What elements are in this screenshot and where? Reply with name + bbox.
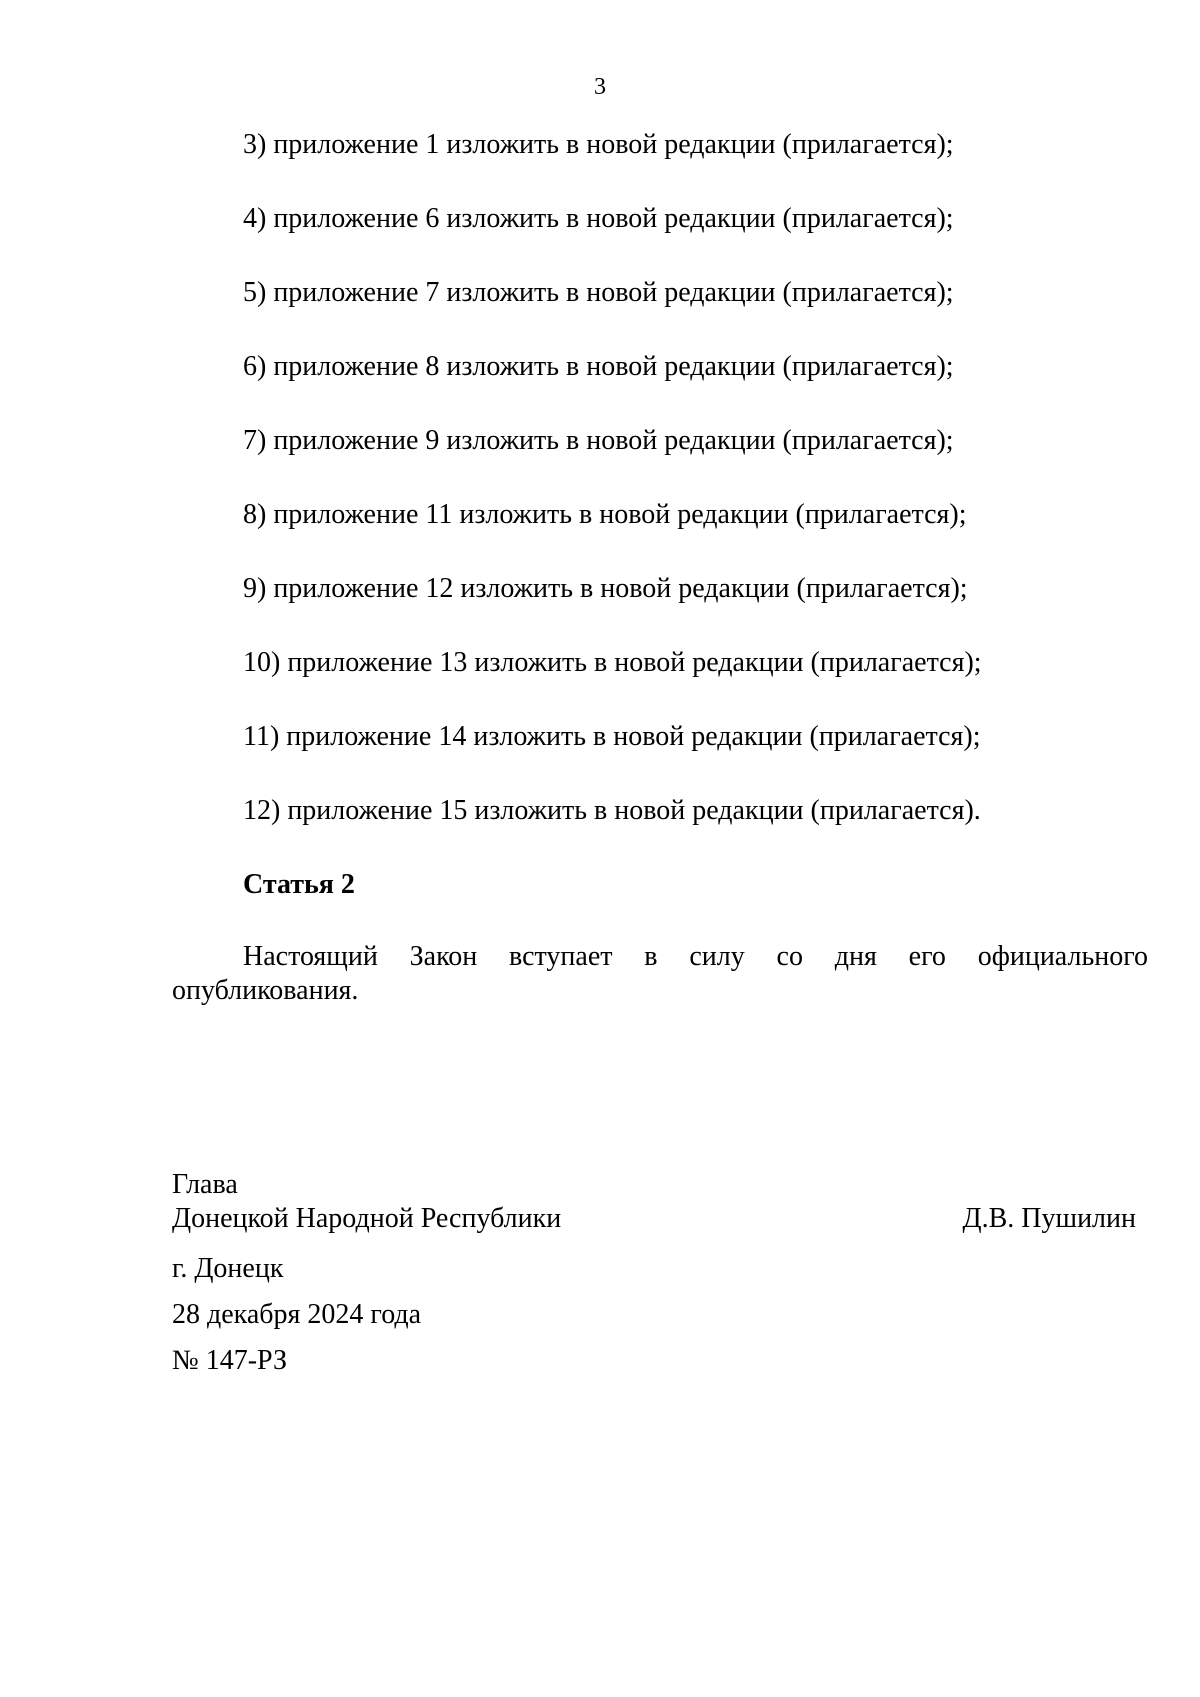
city: г. Донецк [172,1253,284,1284]
list-item: 7) приложение 9 изложить в новой редакции (прилагается); [243,425,954,456]
signatory-position-line-1: Глава [172,1169,238,1200]
signatory-name: Д.В. Пушилин [962,1203,1136,1234]
signatory-row [172,1202,1148,1236]
law-number: № 147-РЗ [172,1345,287,1376]
signature-block [172,1168,1148,1236]
signatory-position-line-2: Донецкой Народной Республики [172,1203,562,1234]
article-body [172,940,1148,1008]
page-number: 3 [594,74,606,100]
list-item: 9) приложение 12 изложить в новой редакции (прилагается); [243,573,968,604]
list-item: 11) приложение 14 изложить в новой редакции (прилагается); [243,721,981,752]
list-item: 5) приложение 7 изложить в новой редакции (прилагается); [243,277,954,308]
list-item: 10) приложение 13 изложить в новой редакции (прилагается); [243,647,982,678]
list-item: 3) приложение 1 изложить в новой редакции (прилагается); [243,129,954,160]
list-item: 4) приложение 6 изложить в новой редакции (прилагается); [243,203,954,234]
article-body-line-2: опубликования. [172,975,359,1006]
list-item: 8) приложение 11 изложить в новой редакции (прилагается); [243,499,967,530]
list-item: 12) приложение 15 изложить в новой редакции (прилагается). [243,795,981,826]
list-item: 6) приложение 8 изложить в новой редакции (прилагается); [243,351,954,382]
article-title: Статья 2 [243,869,355,900]
law-date: 28 декабря 2024 года [172,1299,422,1330]
article-body-line-1: Настоящий Закон вступает в силу со дня его официального [243,941,1148,972]
amendment-list [243,128,1143,868]
